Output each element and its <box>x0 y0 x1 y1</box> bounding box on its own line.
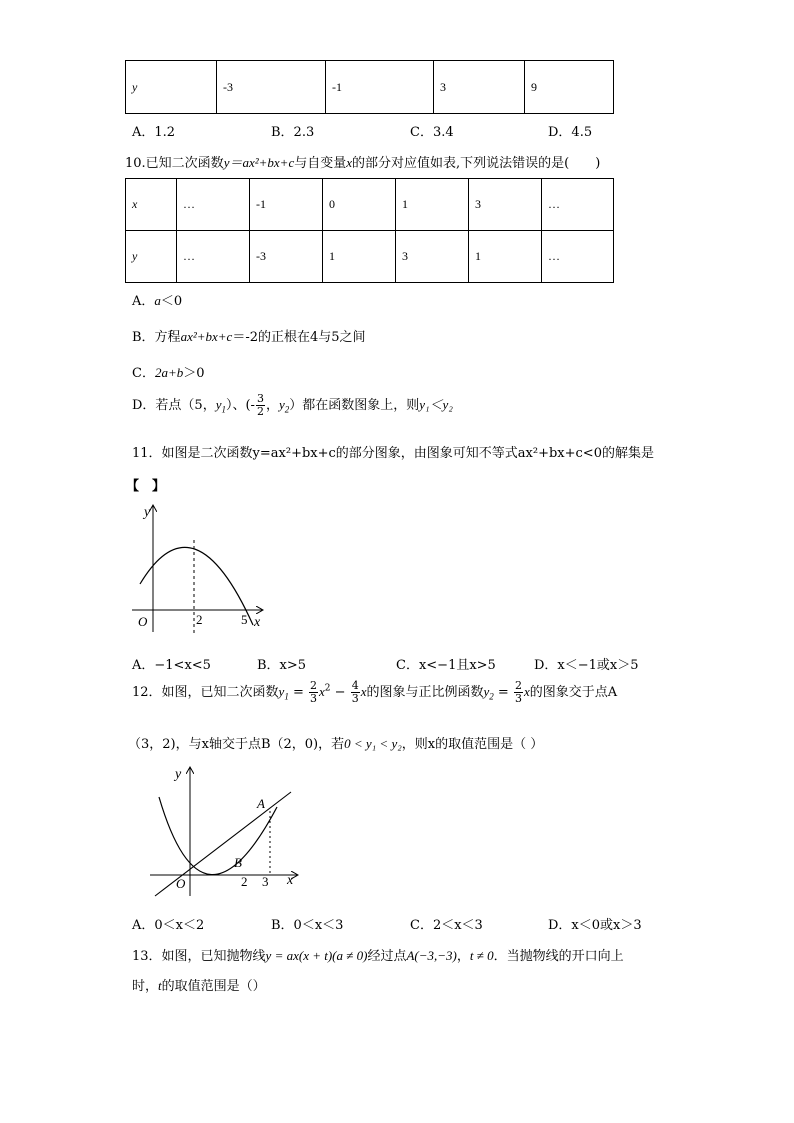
q12-option-b[interactable]: B．0＜x＜3 <box>271 918 344 933</box>
q11-option-a[interactable]: A．−1<x<5 <box>132 658 211 673</box>
table-cell: … <box>542 179 614 231</box>
q11-option-d[interactable]: D．x＜−1或x＞5 <box>534 658 639 673</box>
q12-stem-line2: （3，2)，与x轴交于点B（2，0)，若0 < y₁ < y₂，则x的取值范围是（ ） <box>128 736 544 752</box>
x-axis-label: x <box>254 615 261 630</box>
q10-option-c[interactable]: C．2a+b＞0 <box>132 365 205 381</box>
table-cell: -1 <box>326 61 434 114</box>
q12-stem: 12．如图，已知二次函数$y_1$ = $\frac{2}{3}$ $x^2$ − $\frac{4}{3}$ x的图象与正比例函数$y_2$ = $\frac{2}{3}$ x的图象交于点A <box>132 679 618 705</box>
q9-option-a[interactable]: A．1.2 <box>132 125 176 140</box>
q12-option-a[interactable]: A．0＜x＜2 <box>132 918 205 933</box>
fraction: $\frac{2}{3}$ <box>310 679 317 705</box>
table-row-label: x <box>126 179 177 231</box>
point-a-label: A <box>257 796 265 811</box>
y-axis-label: y <box>144 505 151 520</box>
table-cell: -1 <box>250 179 323 231</box>
y-axis-label: y <box>175 767 182 782</box>
tick-label: 5 <box>241 612 248 627</box>
fraction: $\frac{4}{3}$ <box>351 679 359 705</box>
tick-label: 2 <box>196 612 203 627</box>
q11-option-c[interactable]: C．x<−1且x>5 <box>396 658 496 673</box>
q9-option-d[interactable]: D．4.5 <box>548 125 593 140</box>
q12-option-d[interactable]: D．x＜0或x＞3 <box>548 918 642 933</box>
q11-option-b[interactable]: B．x>5 <box>257 658 307 673</box>
fraction: $\frac{3}{2}$ <box>256 392 264 418</box>
point-b-label: B <box>234 855 242 870</box>
q10-option-d[interactable]: D．若点（5，$y_1$）、(- $\frac{3}{2}$ ，$y_2$）都在函数图象上，则y₁＜y₂ <box>132 392 453 418</box>
table-cell: 1 <box>323 231 396 283</box>
table-cell: … <box>177 231 250 283</box>
table-row-label: y <box>126 61 217 114</box>
q9-option-c[interactable]: C．3.4 <box>410 125 454 140</box>
q11-graph <box>128 500 268 635</box>
tick-label: 2 <box>241 874 248 889</box>
table-cell: -3 <box>250 231 323 283</box>
origin-label: O <box>138 614 148 629</box>
table-cell: … <box>542 231 614 283</box>
table-cell: 3 <box>469 179 542 231</box>
q13-stem-line2: 时，t的取值范围是（） <box>132 978 266 994</box>
tick-label: 3 <box>262 874 269 889</box>
q9-option-b[interactable]: B．2.3 <box>271 125 315 140</box>
q11-stem: 11．如图是二次函数y=ax²+bx+c的部分图象，由图象可知不等式ax²+bx+c<0的解集是 <box>132 446 654 461</box>
table-cell: 1 <box>396 179 469 231</box>
table-cell: -3 <box>217 61 326 114</box>
origin-label: O <box>176 876 186 891</box>
q13-stem: 13．如图，已知抛物线y = ax(x + t)(a ≠ 0)经过点A(−3,−3)，t ≠ 0．当抛物线的开口向上 <box>132 948 624 964</box>
q9-table <box>125 60 614 114</box>
q11-answer-bracket[interactable]: 【 】 <box>126 479 166 494</box>
q10-option-b[interactable]: B．方程ax²+bx+c＝-2的正根在4与5之间 <box>132 329 366 345</box>
table-row-label: y <box>126 231 177 283</box>
q12-graph <box>145 762 305 897</box>
table-cell: 9 <box>525 61 614 114</box>
q12-option-c[interactable]: C．2＜x＜3 <box>410 918 483 933</box>
q10-stem: 10.已知二次函数y＝ax²+bx+c与自变量x的部分对应值如表,下列说法错误的是( ) <box>125 155 601 171</box>
fraction: $\frac{2}{3}$ <box>514 679 522 705</box>
q10-table <box>125 178 614 283</box>
table-cell: … <box>177 179 250 231</box>
table-cell: 0 <box>323 179 396 231</box>
table-cell: 3 <box>396 231 469 283</box>
x-axis-label: x <box>287 873 294 888</box>
table-cell: 3 <box>434 61 525 114</box>
table-cell: 1 <box>469 231 542 283</box>
q10-option-a[interactable]: A．a＜0 <box>132 293 183 309</box>
